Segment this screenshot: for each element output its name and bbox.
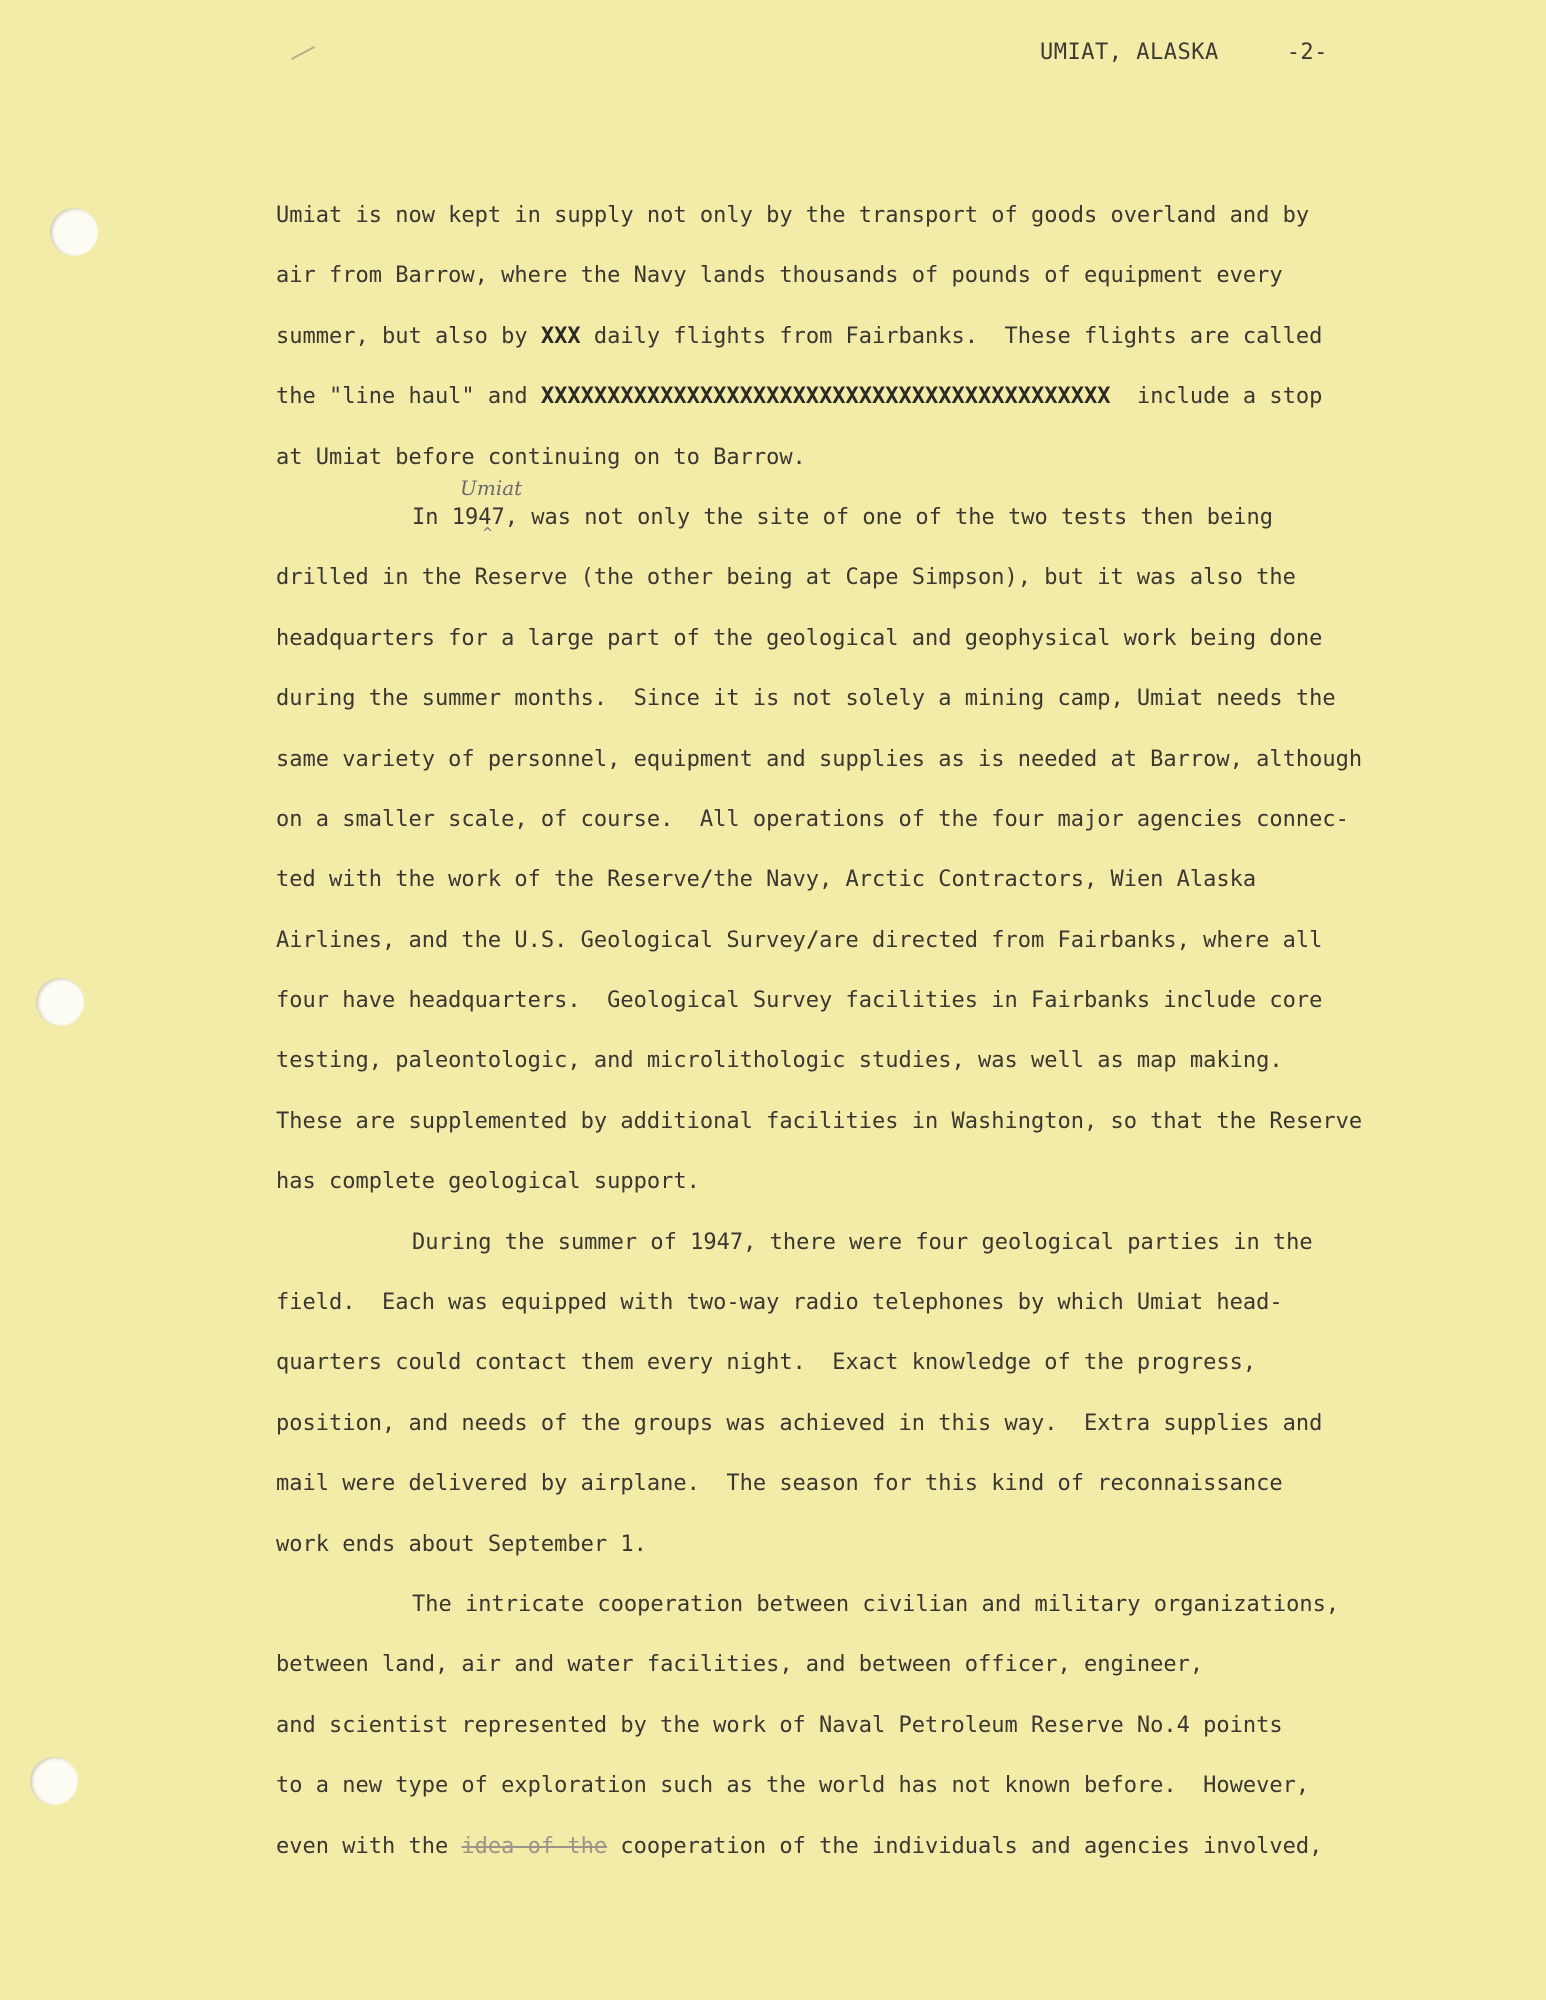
text-segment: cooperation of the individuals and agencies involved, — [607, 1833, 1323, 1859]
correction-mark: / — [699, 867, 714, 893]
text-line: quarters could contact them every night. Exact knowledge of the progress, — [276, 1350, 1257, 1376]
text-line — [276, 475, 1531, 548]
text-line — [276, 850, 1531, 910]
text-line: mail were delivered by airplane. The season for this kind of reconnaissance — [276, 1471, 1283, 1497]
text-line: testing, paleontologic, and microlithologic studies, was well as map making. — [276, 1048, 1283, 1074]
text-line — [276, 911, 1531, 971]
text-line: The intricate cooperation between civilian and military organizations, — [412, 1591, 1340, 1617]
text-line: These are supplemented by additional facilities in Washington, so that the Reserve — [276, 1108, 1363, 1134]
text-segment: the Navy, Arctic Contractors, Wien Alaska — [713, 867, 1257, 893]
text-line: during the summer months. Since it is not solely a mining camp, Umiat needs the — [276, 686, 1336, 712]
text-line: work ends about September 1. — [276, 1531, 647, 1557]
text-segment: include a stop — [1110, 384, 1323, 410]
text-line: air from Barrow, where the Navy lands thousands of pounds of equipment every — [276, 263, 1283, 289]
handwritten-insertion: Umiat — [460, 475, 523, 500]
text-segment: ted with the work of the Reserve — [276, 867, 700, 893]
text-line: drilled in the Reserve (the other being at Cape Simpson), but it was also the — [276, 565, 1296, 591]
text-line: and scientist represented by the work of Naval Petroleum Reserve No.4 points — [276, 1712, 1283, 1738]
struck-out-text: XXXXXXXXXXXXXXXXXXXXXXXXXXXXXXXXXXXXXXXXXXX — [540, 384, 1111, 410]
page-number: -2- — [1286, 40, 1328, 65]
text-line: to a new type of exploration such as the world has not known before. However, — [276, 1773, 1310, 1799]
document-body — [276, 186, 1531, 1877]
text-line: between land, air and water facilities, and between officer, engineer, — [276, 1652, 1204, 1678]
binder-hole-top — [50, 208, 98, 256]
text-line: on a smaller scale, of course. All operations of the four major agencies connec- — [276, 806, 1349, 832]
text-line: During the summer of 1947, there were four geological parties in the — [412, 1229, 1313, 1255]
insertion-point — [412, 475, 523, 548]
correction-mark: / — [805, 927, 820, 953]
caret-mark: ^ — [482, 525, 493, 541]
binder-hole-bottom — [30, 1757, 78, 1805]
text-segment: was not only the site of one of the two tests then being — [517, 504, 1273, 530]
text-line: position, and needs of the groups was achieved in this way. Extra supplies and — [276, 1410, 1323, 1436]
text-line: four have headquarters. Geological Survey facilities in Fairbanks include core — [276, 988, 1323, 1014]
text-line: has complete geological support. — [276, 1169, 700, 1195]
text-line: Umiat is now kept in supply not only by the transport of goods overland and by — [276, 203, 1310, 228]
text-line: same variety of personnel, equipment and supplies as is needed at Barrow, although — [276, 746, 1363, 772]
struck-out-text: XXX — [540, 323, 581, 349]
header-title: UMIAT, ALASKA — [1040, 40, 1219, 65]
struck-out-text: idea of the — [461, 1833, 608, 1859]
text-segment: the "line haul" and — [276, 384, 541, 410]
binder-hole-middle — [36, 978, 84, 1026]
text-line — [276, 1817, 1531, 1877]
text-line: field. Each was equipped with two-way radio telephones by which Umiat head- — [276, 1290, 1283, 1316]
pencil-mark — [291, 46, 315, 60]
text-line: headquarters for a large part of the geological and geophysical work being done — [276, 625, 1323, 651]
text-segment: even with the — [276, 1833, 462, 1859]
text-segment: In 1947, — [412, 504, 518, 530]
text-segment: summer, but also by — [276, 323, 541, 349]
page-header — [1040, 40, 1328, 65]
text-segment: are directed from Fairbanks, where all — [819, 927, 1323, 953]
text-segment: daily flights from Fairbanks. These flights are called — [580, 323, 1323, 349]
text-segment: Airlines, and the U.S. Geological Survey — [276, 927, 806, 953]
text-line — [276, 367, 1531, 427]
text-line — [276, 307, 1531, 367]
text-line: at Umiat before continuing on to Barrow. — [276, 444, 806, 470]
